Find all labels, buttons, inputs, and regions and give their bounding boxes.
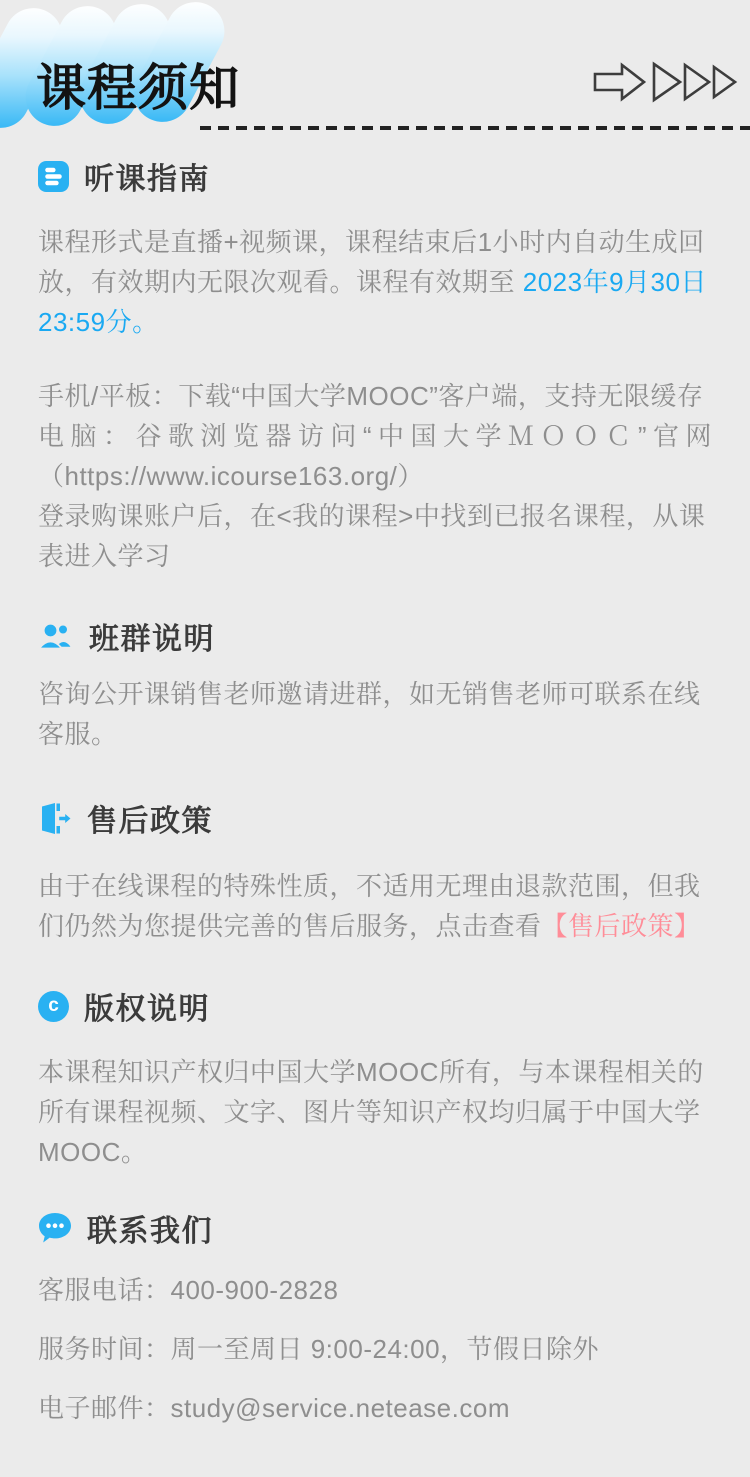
section-after-sales <box>38 796 712 946</box>
course-expiry-date: 2023年9月30日23:59分。 <box>38 267 707 337</box>
course-format-text: 课程形式是直播+视频课，课程结束后1小时内自动生成回放，有效期内无限次观看。课程有效期至 <box>38 227 705 297</box>
mobile-access-line: 手机/平板：下载“中国大学MOOC”客户端，支持无限缓存 <box>38 381 704 411</box>
after-sales-paragraph <box>38 866 712 946</box>
section-heading <box>38 796 712 840</box>
class-group-paragraph: 咨询公开课销售老师邀请进群，如无销售老师可联系在线客服。 <box>38 679 701 749</box>
dashed-divider <box>200 126 750 130</box>
section-heading <box>38 130 712 198</box>
access-guide <box>38 376 712 576</box>
section-listening-guide <box>38 130 712 576</box>
login-guide-line: 登录购课账户后，在<我的课程>中找到已报名课程，从课表进入学习 <box>38 501 706 571</box>
copyright-paragraph: 本课程知识产权归中国大学MOOC所有，与本课程相关的所有课程视频、文字、图片等知识产权均归属于中国大学MOOC。 <box>38 1057 704 1167</box>
contact-list <box>38 1270 712 1428</box>
website-url-line: （https://www.icourse163.org/） <box>38 461 424 491</box>
chat-icon <box>38 1212 72 1244</box>
list-icon <box>38 161 69 192</box>
section-heading <box>38 984 712 1028</box>
after-sales-text: 由于在线课程的特殊性质，不适用无理由退款范围，但我们仍然为您提供完善的售后服务，点击查看 <box>38 871 701 941</box>
page-title: 课程须知 <box>36 60 240 116</box>
section-heading <box>38 1206 712 1250</box>
after-sales-policy-link[interactable]: 【售后政策】 <box>541 911 701 941</box>
contact-email: 电子邮件：study@service.netease.com <box>38 1393 510 1423</box>
section-contact-us <box>38 1206 712 1428</box>
contact-hours: 服务时间：周一至周日 9:00-24:00，节假日除外 <box>38 1334 600 1364</box>
section-title: 联系我们 <box>87 1215 213 1248</box>
section-title: 版权说明 <box>84 993 210 1026</box>
section-title: 售后政策 <box>87 805 213 838</box>
users-icon <box>38 621 74 652</box>
notice-content <box>0 130 750 1477</box>
section-title: 班群说明 <box>89 623 215 656</box>
section-copyright <box>38 984 712 1172</box>
copyright-icon: c <box>38 991 69 1022</box>
section-class-group <box>38 614 712 754</box>
forward-arrows-icon <box>592 57 742 107</box>
page-header <box>0 0 750 130</box>
pc-access-line: 电脑：谷歌浏览器访问“中国大学ＭＯＯＣ”官网 <box>38 421 712 451</box>
course-format-paragraph <box>38 222 712 342</box>
contact-phone: 客服电话：400-900-2828 <box>38 1275 339 1305</box>
section-heading <box>38 614 712 658</box>
door-exit-icon <box>38 802 72 835</box>
section-title: 听课指南 <box>84 163 210 196</box>
